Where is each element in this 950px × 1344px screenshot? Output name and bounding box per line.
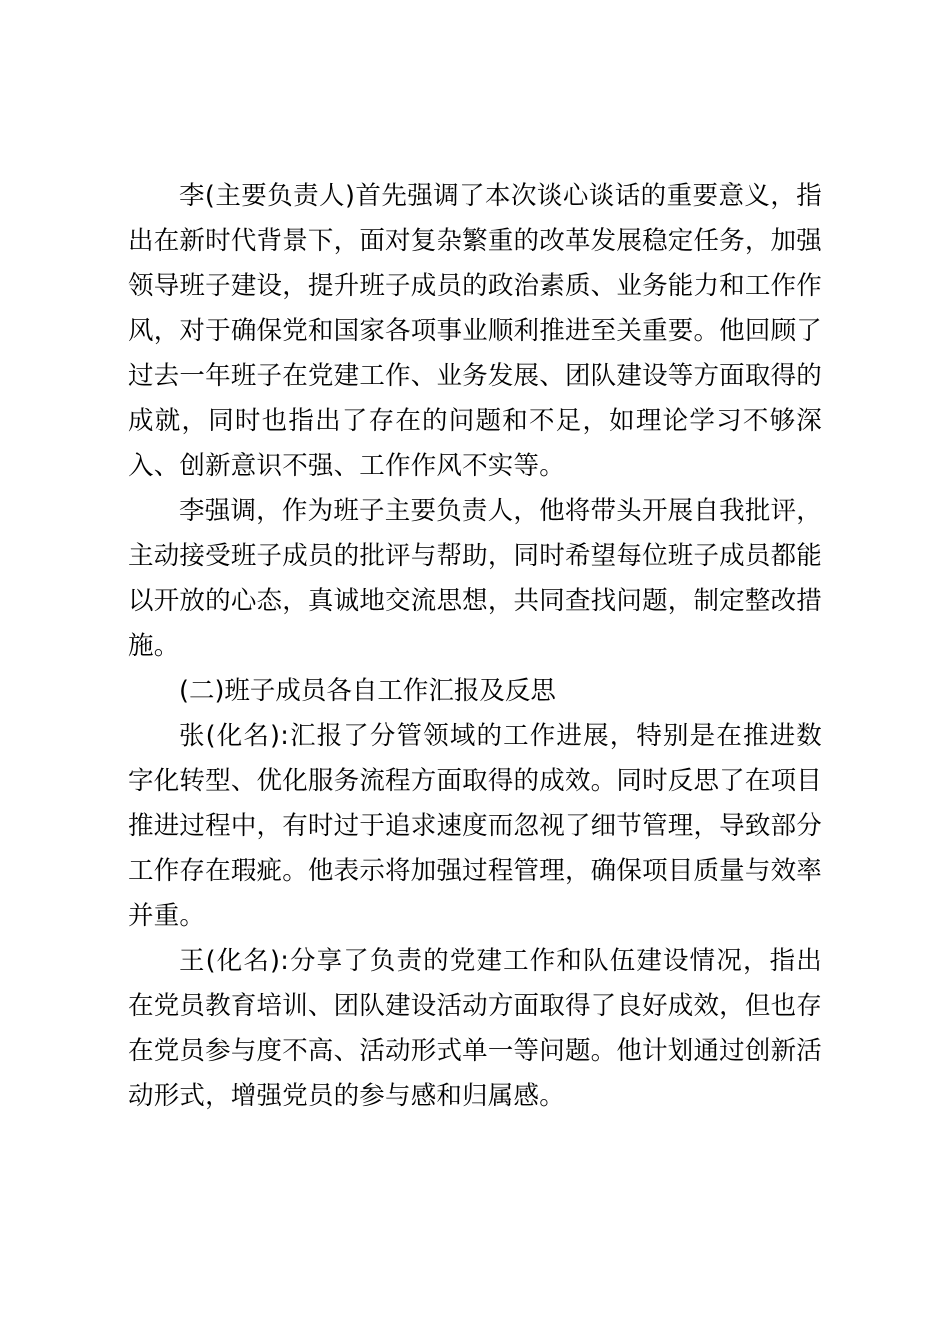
document-body — [128, 174, 822, 1119]
paragraph-self-criticism: 李强调，作为班子主要负责人，他将带头开展自我批评，主动接受班子成员的批评与帮助，同时希望每位班子成员都能以开放的心态，真诚地交流思想，共同查找问题，制定整改措施。 — [128, 496, 822, 661]
paragraph-report-zhang: 张(化名):汇报了分管领域的工作进展，特别是在推进数字化转型、优化服务流程方面取得的成效。同时反思了在项目推进过程中，有时过于追求速度而忽视了细节管理，导致部分工作存在瑕疵。他表示将加强过程管理，确保项目质量与效率并重。 — [128, 721, 822, 931]
paragraph-opening-remarks: 李(主要负责人)首先强调了本次谈心谈话的重要意义，指出在新时代背景下，面对复杂繁重的改革发展稳定任务，加强领导班子建设，提升班子成员的政治素质、业务能力和工作作风，对于确保党和国家各项事业顺利推进至关重要。他回顾了过去一年班子在党建工作、业务发展、团队建设等方面取得的成就，同时也指出了存在的问题和不足，如理论学习不够深入、创新意识不强、工作作风不实等。 — [128, 181, 822, 481]
paragraph-report-wang: 王(化名):分享了负责的党建工作和队伍建设情况，指出在党员教育培训、团队建设活动方面取得了良好成效，但也存在党员参与度不高、活动形式单一等问题。他计划通过创新活动形式，增强党员的参与感和归属感。 — [128, 946, 822, 1111]
section-heading: (二)班子成员各自工作汇报及反思 — [179, 676, 556, 706]
